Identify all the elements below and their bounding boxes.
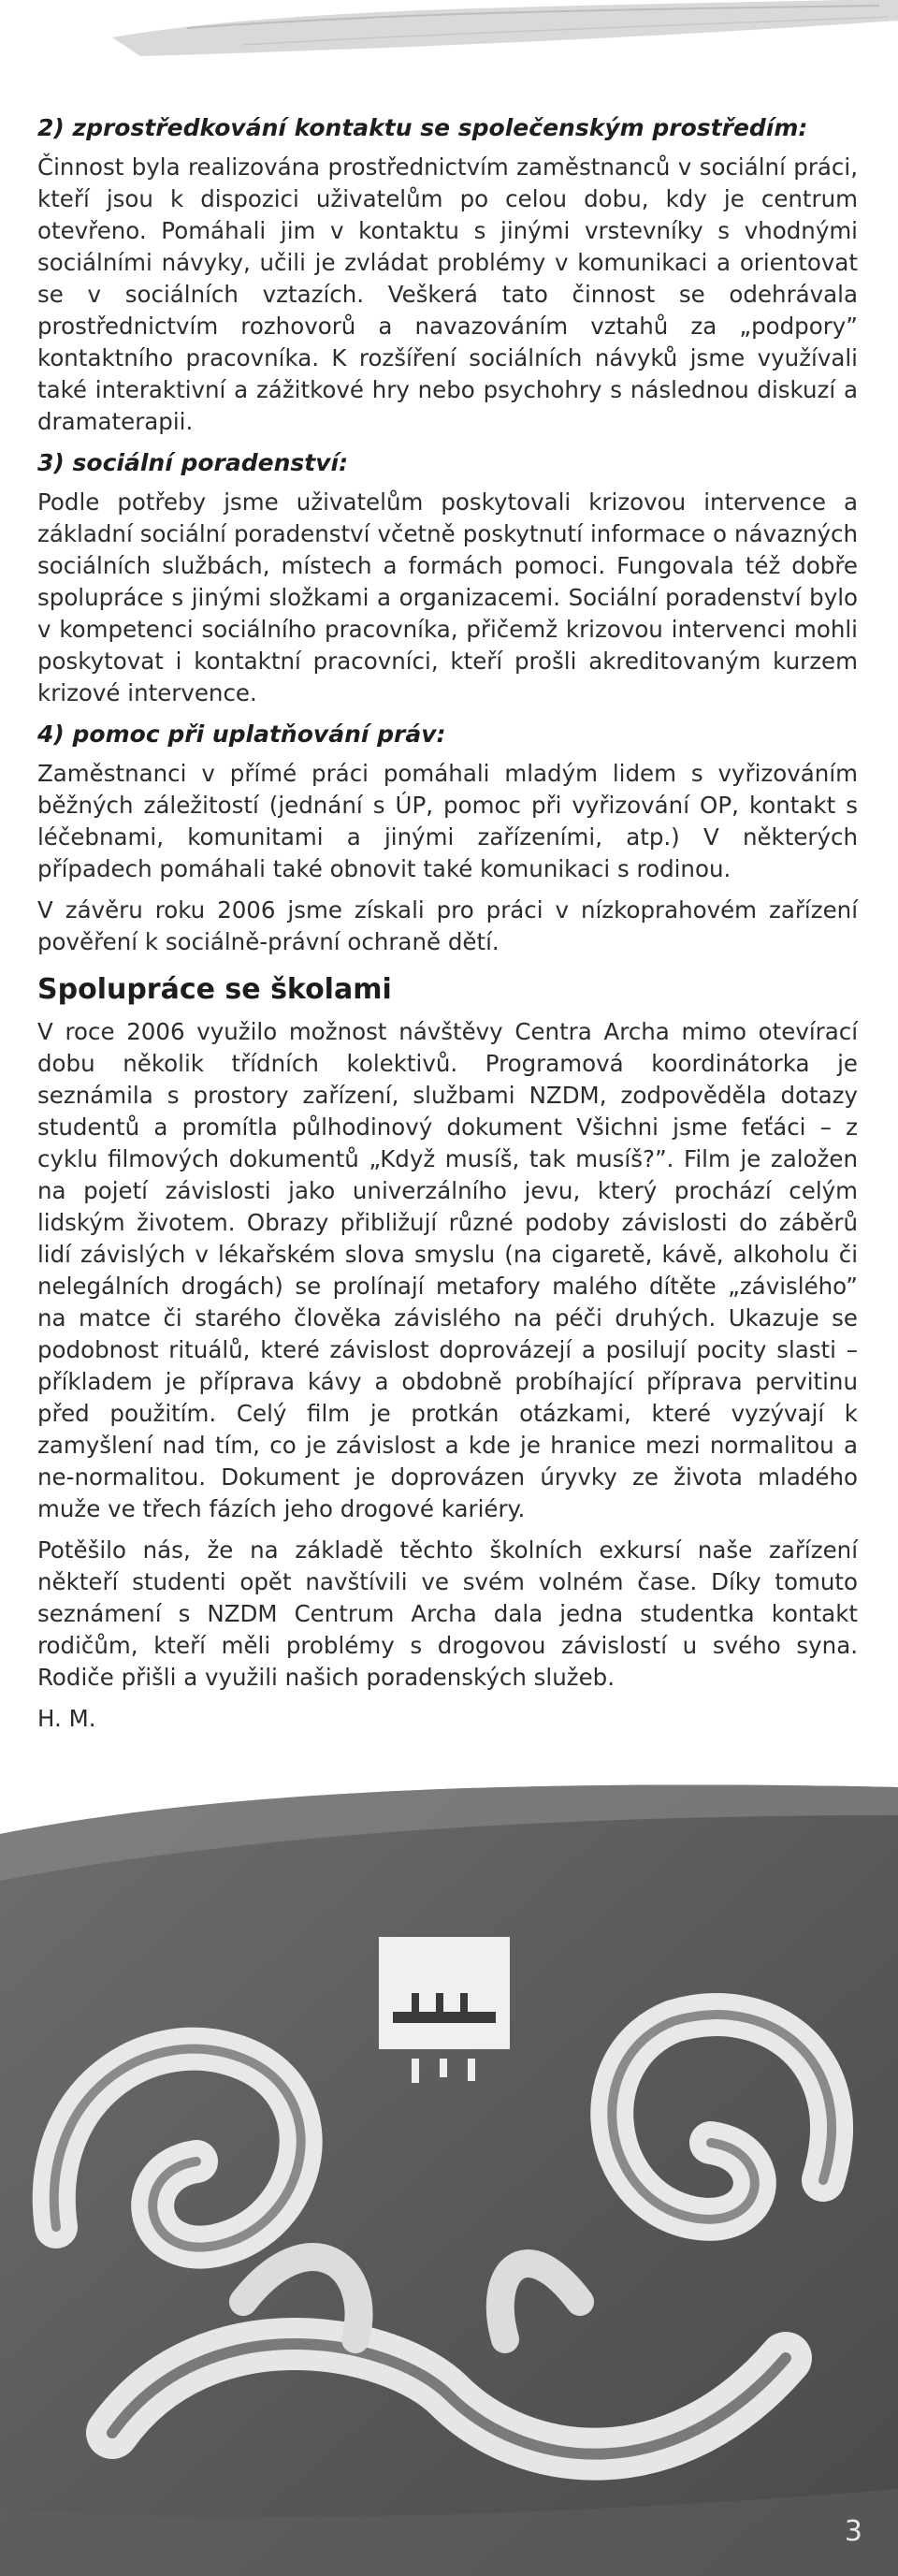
page-number: 3 — [844, 2515, 862, 2548]
section-heading-social-counseling: 3) sociální poradenství: — [37, 449, 349, 476]
paragraph-schools-2: Potěšilo nás, že na základě těchto školních exkursí naše zařízení někteří studenti opět navštívili ve svém volném čase. Díky tomuto seznámení s NZDM Centrum Archa dala jedna studentka kontakt rodičům, kteří měli problémy s drogovou závislostí u svého syna. Rodiče přišli a využili našich poradenských služeb. — [37, 1536, 858, 1691]
paragraph-social-counseling: Podle potřeby jsme uživatelům poskytovali krizovou intervence a základní sociální poradenství včetně poskytnutí informace o návazných sociálních službách, místech a formách pomoci. Fungovala též dobře spolupráce s jinými složkami a organizacemi. Sociální poradenství bylo v kompetenci sociálního pracovníka, přičemž krizovou intervenci mohli poskytovat i kontaktní pracovníci, kteří prošli akreditovaným kurzem krizové intervence. — [37, 488, 858, 706]
chapter-title-schools: Spolupráce se školami — [37, 973, 392, 1006]
brush-stroke-header-decoration — [0, 0, 898, 75]
paragraph-schools-1: V roce 2006 využilo možnost návštěvy Centra Archa mimo otevírací dobu několik třídních kolektivů. Programová koordinátorka je seznámila s prostory zařízení, službami NZDM, zodpověděla dotazy studentů a promítla půlhodinový dokument Všichni jsme feťáci – z cyklu filmových dokumentů „Když musíš, tak musíš?”. Film je založen na pojetí závislosti jako univerzálního jevu, který prochází celým lidským životem. Obrazy přibližují různé podoby závislosti do záběrů lidí závislých v lékařském slova smyslu (na cigaretě, kávě, alkoholu či nelegálních drogách) se prolínají metafory malého dítěte „závislého” na matce či starého člověka závislého na péči druhých. Ukazuje se podobnost rituálů, které závislost doprovázejí a posilují pocity slasti – příkladem je příprava kávy a obdobně probíhající příprava pervitinu před použitím. Celý film je protkán otázkami, které vyzývají k zamyšlení nad tím, co je závislost a kde je hranice mezi normalitou a ne-normalitou. Dokument je doprovázen úryvky ze života mladého muže ve třech fázích jeho drogové kariéry. — [37, 1018, 858, 1522]
author-signature: H. M. — [37, 1705, 96, 1732]
section-heading-contact: 2) zprostředkování kontaktu se společenským prostředím: — [37, 114, 808, 141]
paragraph-rights: Zaměstnanci v přímé práci pomáhali mladým lidem s vyřizováním běžných záležitostí (jednání s ÚP, pomoc při vyřizování OP, kontakt s léčebnami, komunitami a jinými zařízeními, atp.) V některých případech pomáhali také obnovit také komunikaci s rodinou. — [37, 760, 858, 882]
graffiti-photo — [0, 1778, 898, 2576]
paragraph-child-protection: V závěru roku 2006 jsme získali pro práci v nízkoprahovém zařízení pověření k sociálně-právní ochraně dětí. — [37, 896, 858, 955]
section-heading-rights: 4) pomoc při uplatňování práv: — [37, 720, 446, 748]
paragraph-contact: Činnost byla realizována prostřednictvím zaměstnanců v sociální práci, kteří jsou k dispozici uživatelům po celou dobu, kdy je centrum otevřeno. Pomáhali jim v kontaktu s jinými vrstevníky s vhodnými sociálními návyky, učili je zvládat problémy v komunikaci a orientovat se v sociálních vztazích. Veškerá tato činnost se odehrávala prostřednictvím rozhovorů a navazováním vztahů za „podpory” kontaktního pracovníka. K rozšíření sociálních návyků jsme využívali také interaktivní a zážitkové hry nebo psychohry s následnou diskuzí a dramaterapii. — [37, 153, 858, 435]
article-content — [37, 112, 858, 1735]
